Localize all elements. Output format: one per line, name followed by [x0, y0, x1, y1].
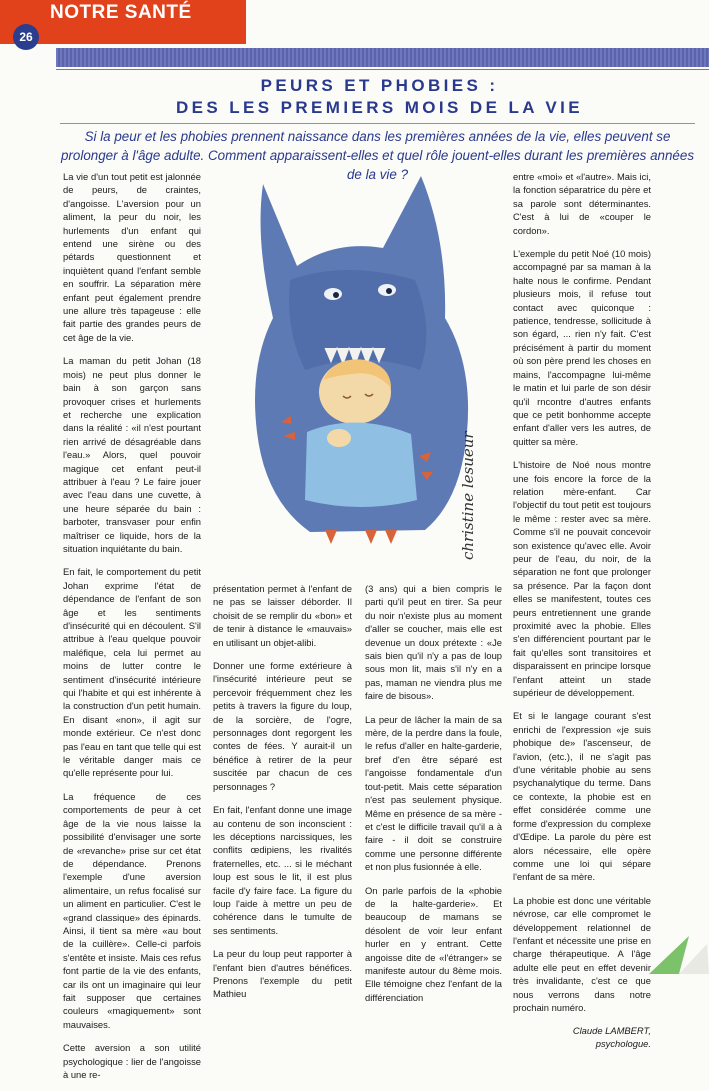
paragraph: L'exemple du petit Noé (10 mois) accompagné par sa maman à la halte nous le confirme. Pendant plusieurs mois, il refuse tout contact avec quiconque : patience, tendresse, sollicitude à son égard, ... rien n'y fait. C'est précisément à partir du moment où son père prend les choses en mains, l'accompagne lui-même le matin et lui parle de son désir qu'il rncontre d'autres enfants que ce petit bonhomme accepte enfant d'aller vers les autres, de quitter sa mère.: [513, 248, 651, 447]
text-column-3: [365, 582, 502, 1014]
page-corner-decoration: [619, 914, 709, 974]
author-name: Claude LAMBERT,: [572, 1025, 651, 1037]
wolf-and-child-illustration: [215, 170, 510, 575]
author-signature: [513, 1024, 651, 1050]
article-intro: Si la peur et les phobies prennent naissance dans les premières années de la vie, elles peuvent se prolonger à l'âge adulte. Comment apparaissent-elles et quel rôle jouent-elles durant les premières années de la vie ?: [60, 129, 695, 182]
title-line-1: PEURS ET PHOBIES :: [260, 76, 499, 95]
illustration-signature: christine lesueur: [459, 431, 477, 560]
band-underline: [56, 69, 709, 70]
decorative-band: [56, 48, 709, 67]
author-role: psychologue.: [595, 1038, 651, 1050]
paragraph: La fréquence de ces comportements de peur à cet âge de la vie nous laisse la possibilité d'envisager une sorte de «revanche» prise sur cet état de dépendance. Prenons l'exemple d'une aversion alimentaire, un refus focalisé sur un aliment en particulier. C'est le «grand classique» des épinards. Ainsi, il tient sa mère «au bout de la cuillère». Celle-ci parfois s'entête et insiste. Mais ces refus font partie de la vie des enfants, car ils ont un imaginaire qui leur fait supposer que certaines couleurs «magiquement» sont mauvaises.: [63, 790, 201, 1030]
paragraph: La maman du petit Johan (18 mois) ne peut plus donner le bain à son garçon sans provoquer crises et hurlements et recherche une explication dans la réalité : «il n'est pourtant rien arrivé de désagréable dans l'eau.» Alors, quel pouvoir magique cet enfant peut-il attribuer à l'eau ? Le faire jouer avec l'eau dans une cuvette, à une heure séparée du bain : barboter, transvaser pour enfin maîtriser ce liquide, hors de la situation inquiétante du bain.: [63, 355, 201, 554]
paragraph: Et si le langage courant s'est enrichi de l'expression «je suis phobique de» l'ascenseur, de l'avion, (etc.), il ne s'agit pas d'une véritable phobie au sens psychanalytique du terme. Dans ce contexte, la phobie est en effet considérée comme une forme d'expression du complexe d'Œdipe. La parole du père est alors nécessaire, elle opère comme une loi qui sépare l'enfant de sa mère.: [513, 710, 651, 883]
paragraph: (3 ans) qui a bien compris le parti qu'il peut en tirer. Sa peur du noir n'existe plus au moment d'aller se coucher, mais elle est devenue un doux prétexte : «Je sais bien qu'il n'y a pas de loup sous mon lit, mais s'il n'y en a pas, maman ne viendra plus me faire de bisous».: [365, 583, 502, 702]
paragraph: La phobie est donc une véritable névrose, car elle compromet le développement relationnel de l'enfant et nécessite une prise en charge thérapeutique. A l'âge adulte elle peut en effet devenir très invalidante, c'est ce que nous verrons dans notre prochain numéro.: [513, 894, 651, 1013]
paragraph: Donner une forme extérieure à l'insécurité intérieure peut se percevoir fréquemment chez les petits à travers la figure du loup, de la sorcière, de l'ogre, personnages dont regorgent les contes de fées. Y aurait-il un bénéfice à retirer de la peur suscitée par chacun de ces personnages ?: [213, 660, 352, 792]
article-title: [60, 75, 699, 119]
page-number-badge: 26: [13, 24, 39, 50]
paragraph: La peur de lâcher la main de sa mère, de la perdre dans la foule, le refus d'aller en halte-garderie, bref d'en être séparé est l'angoisse fondamentale d'un tout-petit. Mais cette séparation n'est pas seulement physique. Même en présence de sa mère - et c'est le difficile travail qu'il a à faire - il doit se construire comme une personne différente et non plus fusionnée à elle.: [365, 713, 502, 873]
paragraph: En fait, le comportement du petit Johan exprime l'état de dépendance de l'enfant de son âge et les sentiments d'insécurité qui en découlent. S'il attribue à l'eau quelque pouvoir maléfique, cela lui permet au moins de lutter contre le sentiment d'insécurité intérieure qui l'habite et qui est inhérente à la construction d'un petit humain. En disant «non», il agit sur monde extérieur. Ce n'est donc pas l'eau en tant que telle qui est le véritable danger mais ce qu'elle représente pour lui.: [63, 566, 201, 779]
paragraph: Cette aversion a son utilité psychologique : lier de l'angoisse à une re-: [63, 1042, 201, 1080]
paragraph: L'histoire de Noé nous montre une fois encore la force de la relation mère-enfant. Car l'objectif du tout petit est toujours le même : rester avec sa mère. Comme s'il ne pouvait concevoir son existence qu'avec elle. Avoir peur de l'eau, du noir, de la séparation ne font que prolonger sa présence. Par la façon dont elles se manifestent, toutes ces peurs entretiennent une grande proximité avec la phobie. Elles s'en différencient pourtant par le fait qu'elles sont transitoires et disparaissent en principe lorsque l'enfant atteint un stade supérieur de développement.: [513, 459, 651, 699]
paragraph: En fait, l'enfant donne une image au contenu de son inconscient : les déceptions narcissiques, les conflits œdipiens, les rivalités fraternelles, etc. ... si le méchant loup est sous le lit, il est plus facile d'y faire face. La figure du loup l'aide à mettre un peu de cohérence dans le tumulte de ses sentiments.: [213, 804, 352, 936]
text-column-2: [213, 582, 352, 1011]
text-column-1: [63, 170, 201, 1091]
wolf-eye-left: [324, 288, 342, 300]
child-hand: [327, 429, 351, 447]
section-title: NOTRE SANTÉ: [50, 2, 192, 23]
paragraph: La vie d'un tout petit est jalonnée de peurs, de craintes, d'angoisse. L'aversion pour un aliment, la peur du noir, les hurlements d'un enfant qui entend une sirène ou des pétards questionnent et inquiètent quand l'enfant semble en souffrir. La séparation mère enfant peut également prendre une allure très tapageuse : elle fait partie des grandes peurs de cet âge de la vie.: [63, 171, 201, 343]
paragraph: La peur du loup peut rapporter à l'enfant bien d'autres bénéfices. Prenons l'exemple du petit Mathieu: [213, 948, 352, 1000]
title-rule: [60, 123, 695, 124]
paragraph: présentation permet à l'enfant de ne pas se laisser déborder. Il choisit de se remplir du «bon» et de tenir à distance le «mauvais» en utilisant un objet-alibi.: [213, 583, 352, 648]
child-body: [305, 422, 417, 507]
paragraph: On parle parfois de la «phobie de la halte-garderie». Et beaucoup de mamans se désolent de voir leur enfant hurler en y entrant. Cette angoisse dite de «l'étranger» se manifeste autour du 8ème mois. Elle témoigne chez l'enfant de la différenciation: [365, 884, 502, 1003]
paragraph: entre «moi» et «l'autre». Mais ici, la fonction séparatrice du père et sa parole sont déterminantes. C'est à lui de «couper le cordon».: [513, 171, 651, 236]
title-line-2: DES LES PREMIERS MOIS DE LA VIE: [175, 98, 584, 117]
